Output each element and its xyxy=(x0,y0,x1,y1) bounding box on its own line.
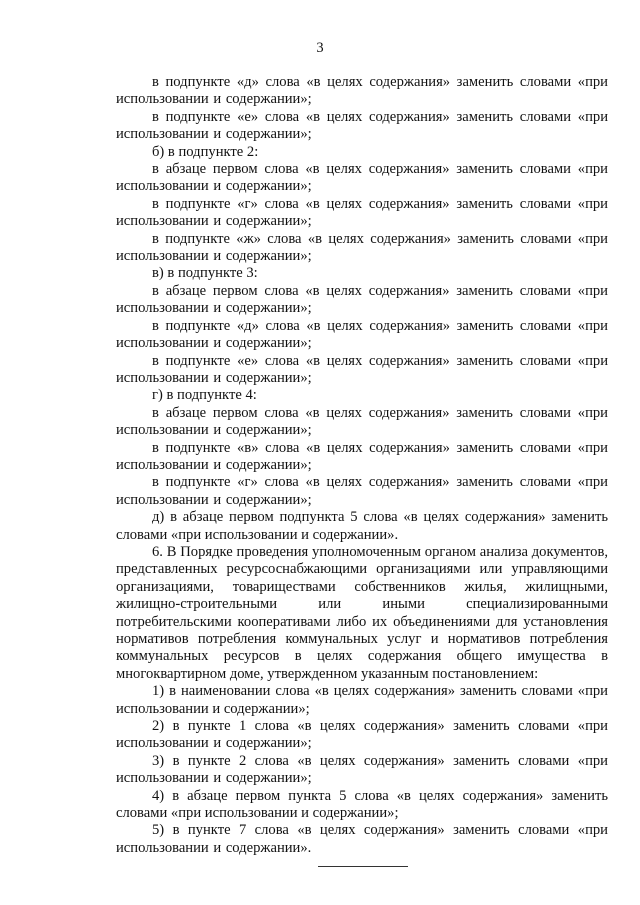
paragraph: в абзаце первом слова «в целях содержания» заменить словами «при использовании и содержании»; xyxy=(116,282,608,317)
paragraph: в абзаце первом слова «в целях содержания» заменить словами «при использовании и содержании»; xyxy=(116,404,608,439)
end-of-document-rule xyxy=(318,866,408,867)
paragraph: 3) в пункте 2 слова «в целях содержания» заменить словами «при использовании и содержании»; xyxy=(116,752,608,787)
paragraph: д) в абзаце первом подпункта 5 слова «в целях содержания» заменить словами «при использовании и содержании». xyxy=(116,509,608,543)
paragraph: в подпункте «д» слова «в целях содержания» заменить словами «при использовании и содержании»; xyxy=(116,74,608,108)
paragraph: 2) в пункте 1 слова «в целях содержания» заменить словами «при использовании и содержании»; xyxy=(116,718,608,752)
paragraph: в подпункте «в» слова «в целях содержания» заменить словами «при использовании и содержании»; xyxy=(116,439,608,473)
paragraph: б) в подпункте 2: xyxy=(152,143,259,160)
paragraph: 1) в наименовании слова «в целях содержания» заменить словами «при использовании и содержании»; xyxy=(116,683,608,717)
paragraph: 4) в абзаце первом пункта 5 слова «в целях содержания» заменить словами «при использовании и содержании»; xyxy=(116,787,608,822)
paragraph: 5) в пункте 7 слова «в целях содержания» заменить словами «при использовании и содержании». xyxy=(116,822,608,856)
paragraph: в абзаце первом слова «в целях содержания» заменить словами «при использовании и содержании»; xyxy=(116,161,608,195)
paragraph: в) в подпункте 3: xyxy=(152,265,258,282)
paragraph: 6. В Порядке проведения уполномоченным органом анализа документов, представленных ресурсоснабжающими организациями или управляющими организациями, товариществами собственников жилья, жилищными, жилищно-строительными или иными специализированными потребительскими кооперативами либо их объединениями для установления нормативов потребления коммунальных услуг и нормативов потребления коммунальных ресурсов в целях содержания общего имущества в многоквартирном доме, утвержденном указанным постановлением: xyxy=(116,543,608,682)
paragraph: г) в подпункте 4: xyxy=(152,387,257,404)
paragraph: в подпункте «г» слова «в целях содержания» заменить словами «при использовании и содержании»; xyxy=(116,195,608,230)
paragraph: в подпункте «ж» слова «в целях содержания» заменить словами «при использовании и содержании»; xyxy=(116,230,608,265)
paragraph: в подпункте «г» слова «в целях содержания» заменить словами «при использовании и содержании»; xyxy=(116,474,608,508)
paragraph: в подпункте «е» слова «в целях содержания» заменить словами «при использовании и содержании»; xyxy=(116,352,608,386)
paragraph: в подпункте «д» слова «в целях содержания» заменить словами «при использовании и содержании»; xyxy=(116,317,608,352)
paragraph: в подпункте «е» слова «в целях содержания» заменить словами «при использовании и содержании»; xyxy=(116,108,608,143)
document-body xyxy=(116,74,608,857)
page-number: 3 xyxy=(316,40,324,56)
